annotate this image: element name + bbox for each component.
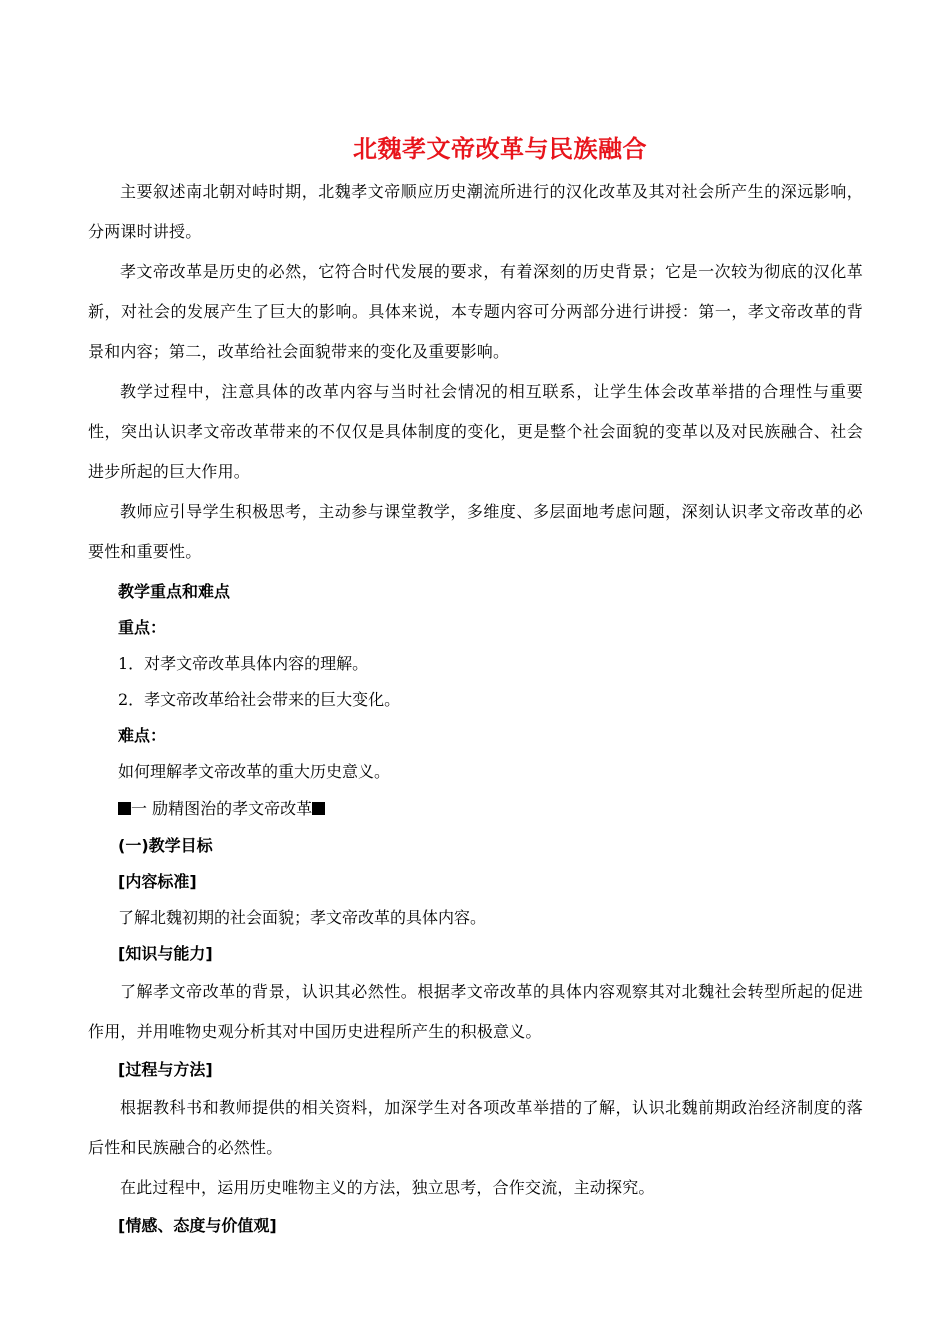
intro-paragraph-2: 孝文帝改革是历史的必然，它符合时代发展的要求，有着深刻的历史背景；它是一次较为彻底的汉化革新，对社会的发展产生了巨大的影响。具体来说，本专题内容可分两部分进行讲授：第一，孝文帝改革的背景和内容；第二，改革给社会面貌带来的变化及重要影响。: [88, 262, 863, 361]
key-point-item: 1．对孝文帝改革具体内容的理解。: [118, 654, 369, 673]
document-title: 北魏孝文帝改革与民族融合: [353, 135, 647, 163]
process-heading: [过程与方法]: [118, 1060, 213, 1079]
focus-heading: 教学重点和难点: [118, 582, 231, 601]
intro-paragraph-1: 主要叙述南北朝对峙时期，北魏孝文帝顺应历史潮流所进行的汉化改革及其对社会所产生的深远影响，分两课时讲授。: [88, 182, 863, 241]
section-one-heading: [88, 790, 863, 828]
process-paragraph-1: 根据教科书和教师提供的相关资料，加深学生对各项改革举措的了解，认识北魏前期政治经济制度的落后性和民族融合的必然性。: [88, 1098, 863, 1157]
section-one-title: 一 励精图治的孝文帝改革: [131, 799, 313, 818]
intro-paragraph-3: 教学过程中，注意具体的改革内容与当时社会情况的相互联系，让学生体会改革举措的合理性与重要性，突出认识孝文帝改革带来的不仅仅是具体制度的变化，更是整个社会面貌的变革以及对民族融合、社会进步所起的巨大作用。: [88, 382, 863, 481]
key-point-item: 2．孝文帝改革给社会带来的巨大变化。: [118, 690, 401, 709]
difficulty-heading: 难点：: [118, 726, 167, 745]
square-bullet-icon: [118, 802, 131, 815]
document-body: [88, 172, 863, 1244]
values-heading: [情感、态度与价值观]: [118, 1216, 277, 1235]
knowledge-heading: [知识与能力]: [118, 944, 213, 963]
key-points-heading: 重点：: [118, 618, 167, 637]
difficulty-text: 如何理解孝文帝改革的重大历史意义。: [118, 762, 391, 781]
content-standard-heading: [内容标准]: [118, 872, 197, 891]
intro-paragraph-4: 教师应引导学生积极思考，主动参与课堂教学，多维度、多层面地考虑问题，深刻认识孝文帝改革的必要性和重要性。: [88, 502, 863, 561]
process-paragraph-2: 在此过程中，运用历史唯物主义的方法，独立思考，合作交流，主动探究。: [120, 1178, 655, 1197]
square-bullet-icon: [312, 802, 325, 815]
content-standard-text: 了解北魏初期的社会面貌；孝文帝改革的具体内容。: [118, 908, 487, 927]
objectives-heading: (一)教学目标: [118, 836, 213, 855]
knowledge-text: 了解孝文帝改革的背景，认识其必然性。根据孝文帝改革的具体内容观察其对北魏社会转型所起的促进作用，并用唯物史观分析其对中国历史进程所产生的积极意义。: [88, 982, 863, 1041]
